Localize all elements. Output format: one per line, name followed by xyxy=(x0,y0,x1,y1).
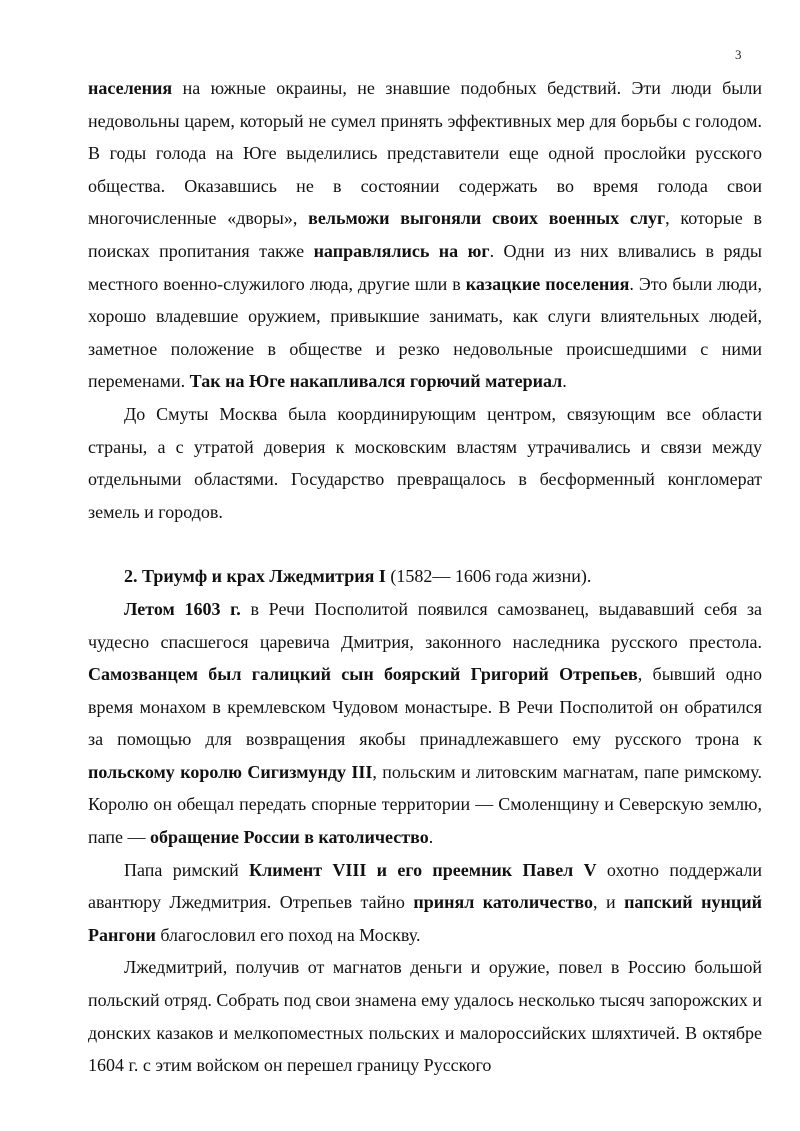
paragraph xyxy=(88,560,762,593)
paragraph xyxy=(88,854,762,952)
paragraph xyxy=(88,951,762,1081)
bold-text: населения xyxy=(88,78,173,98)
text-span: , польским и литовским магнатам, папе римскому. Королю он обещал передать спорные территории — Смоленщину и Северскую землю, папе — xyxy=(88,761,762,848)
text-span: До Смуты Москва была координирующим центром, связующим все области страны, а с утратой доверия к московским властям утрачивались и связи между отдельными областями. Государство превращалось в бесформенный конгломерат земель и городов. xyxy=(88,403,762,522)
text-span: благословил его поход на Москву. xyxy=(155,924,421,945)
bold-text: Самозванцем был галицкий сын боярский Григорий Отрепьев xyxy=(88,664,638,685)
bold-text: 2. Триумф и крах Лжедмитрия I xyxy=(124,566,386,587)
bold-text: Летом 1603 г. xyxy=(124,598,241,619)
bold-text: вельможи выгоняли своих военных слуг xyxy=(308,208,666,229)
bold-text: казацкие поселения xyxy=(465,273,630,294)
text-span: на южные окраины, не знавшие подобных бедствий. Эти люди были недовольны царем, который не сумел принять эффективных мер для борьбы с голодом. В годы голода на Юге выделились представители еще одной прослойки русского общества. Оказавшись не в состоянии содержать во время голода свои многочисленные «дворы», xyxy=(88,78,762,229)
bold-text: Так на Юге накапливался горючий материал xyxy=(189,371,563,392)
bold-text: папский нунций Рангони xyxy=(88,892,762,945)
text-span: охотно поддержали авантюру Лжедмитрия. Отрепьев тайно xyxy=(88,859,762,913)
text-span: . Одни из них вливались в ряды местного военно-служилого люда, другие шли в xyxy=(88,240,763,294)
text-span: , и xyxy=(593,892,625,913)
paragraph xyxy=(88,398,762,528)
text-span: (1582— 1606 года жизни). xyxy=(385,566,592,587)
text-span: Папа римский xyxy=(124,859,250,880)
paragraph xyxy=(88,72,762,398)
bold-text: принял католичество xyxy=(413,892,594,913)
bold-text: обращение России в католичество xyxy=(150,827,429,848)
text-span: . Это были люди, хорошо владевшие оружием, привыкшие занимать, как слуги влиятельных людей, заметное положение в обществе и резко недовольные происшедшими с ними переменами. xyxy=(88,273,762,392)
paragraph xyxy=(88,593,762,854)
text-span: , бывший одно время монахом в кремлевском Чудовом монастыре. В Речи Посполитой он обратился за помощью для возвращения якобы принадлежавшего ему русского трона к xyxy=(88,664,763,750)
text-span: . xyxy=(428,827,434,848)
text-span: в Речи Посполитой появился самозванец, выдававший себя за чудесно спасшегося царевича Дмитрия, законного наследника русского престола. xyxy=(88,598,762,652)
bold-text: Климент VIII и его преемник Павел V xyxy=(249,859,597,880)
bold-text: направлялись на юг xyxy=(313,240,490,261)
text-span: . xyxy=(562,371,567,392)
bold-text: польскому королю Сигизмунду III xyxy=(88,761,373,782)
page-number: 3 xyxy=(735,47,742,62)
document-body xyxy=(88,72,762,1082)
text-span: Лжедмитрий, получив от магнатов деньги и оружие, повел в Россию большой польский отряд. Собрать под свои знамена ему удалось несколько тысяч запорожских и донских казаков и мелкопоместных польских и малороссийских шляхтичей. В октябре 1604 г. с этим войском он перешел границу Русского xyxy=(88,957,762,1076)
text-span: , которые в поисках пропитания также xyxy=(88,208,762,261)
